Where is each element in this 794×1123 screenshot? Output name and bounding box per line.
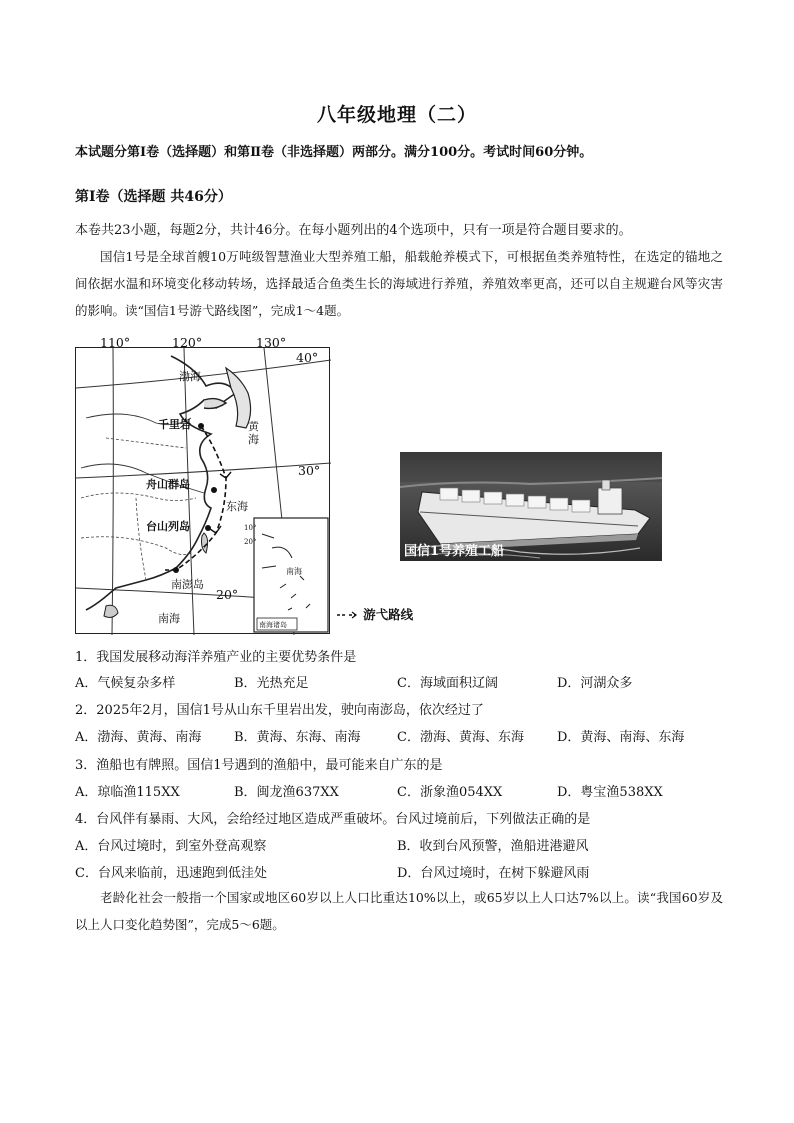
question-1-option-d[interactable]: D．河湖众多 [557, 676, 633, 691]
route-map [75, 335, 330, 634]
question-2-option-b[interactable]: B．黄海、东海、南海 [234, 730, 361, 745]
question-2-option-c[interactable]: C．渤海、黄海、东海 [397, 730, 524, 745]
place-label-zhoushan: 舟山群岛 [146, 478, 190, 491]
question-4-option-b[interactable]: B．收到台风预警，渔船进港避风 [397, 839, 589, 854]
place-label-nanpeng: 南澎岛 [171, 578, 204, 591]
inset-tick: 10° [244, 524, 257, 532]
place-label-bohai: 渤海 [179, 370, 201, 383]
question-2-option-a[interactable]: A．渤海、黄海、南海 [75, 730, 202, 745]
place-label-donghai: 东海 [226, 500, 248, 513]
ship-photo [400, 452, 662, 561]
inset-label-nanhai: 南海 [286, 567, 302, 576]
lon-label: 120° [172, 335, 203, 350]
place-label-nanhai: 南海 [158, 612, 180, 625]
question-3-option-a[interactable]: A．琼临渔115XX [75, 785, 180, 800]
photo-caption: 国信1号养殖工船 [404, 544, 505, 559]
question-2-stem: 2．2025年2月，国信1号从山东千里岩出发，驶向南澎岛，依次经过了 [75, 703, 484, 718]
question-3-stem: 3．渔船也有牌照。国信1号遇到的渔船中，最可能来自广东的是 [75, 758, 443, 773]
section-heading: 第Ⅰ卷（选择题 共46分） [75, 189, 232, 205]
question-4-option-c[interactable]: C．台风来临前，迅速跑到低洼处 [75, 866, 267, 881]
question-4-option-d[interactable]: D．台风过境时，在树下躲避风雨 [397, 866, 590, 881]
lon-label: 110° [100, 335, 131, 350]
question-3-option-c[interactable]: C．浙象渔054XX [397, 785, 503, 800]
legend-label: 游弋路线 [363, 607, 414, 622]
exam-instructions: 本试题分第Ⅰ卷（选择题）和第Ⅱ卷（非选择题）两部分。满分100分。考试时间60分钟。 [75, 145, 593, 160]
question-3-option-b[interactable]: B．闽龙渔637XX [234, 785, 339, 800]
question-1-option-a[interactable]: A．气候复杂多样 [75, 676, 176, 691]
page-title: 八年级地理（二） [316, 104, 477, 126]
place-label-qianliyan: 千里岩 [158, 418, 191, 431]
lat-label: 40° [296, 350, 319, 365]
question-3-option-d[interactable]: D．粤宝渔538XX [557, 785, 663, 800]
map-legend [336, 604, 413, 623]
route-legend-icon [336, 609, 358, 621]
lat-label: 30° [298, 463, 321, 478]
place-label-huanghai: 黄海 [248, 420, 259, 446]
question-1-stem: 1．我国发展移动海洋养殖产业的主要优势条件是 [75, 650, 357, 665]
question-1-option-b[interactable]: B．光热充足 [234, 676, 309, 691]
lat-label: 20° [216, 587, 239, 602]
question-1-option-c[interactable]: C．海域面积辽阔 [397, 676, 498, 691]
section-intro: 本卷共23小题，每题2分，共计46分。在每小题列出的4个选项中，只有一项是符合题目要求的。 [75, 223, 632, 238]
question-4-stem: 4．台风伴有暴雨、大风，会给经过地区造成严重破坏。台风过境前后，下列做法正确的是 [75, 812, 591, 827]
reading-passage-1: 国信1号是全球首艘10万吨级智慧渔业大型养殖工船，船载舱养模式下，可根据鱼类养殖特性，在选定的锚地之间依据水温和环境变化移动转场，选择最适合鱼类生长的海域进行养殖，养殖效率更高，还可以自主规避台风等灾害的影响。读“国信1号游弋路线图”，完成1～4题。 [75, 249, 723, 318]
lon-label: 130° [256, 335, 287, 350]
inset-tick: 20° [244, 538, 257, 546]
place-label-taishan: 台山列岛 [146, 520, 190, 533]
inset-label-islands: 南海诸岛 [259, 621, 287, 629]
reading-passage-2: 老龄化社会一般指一个国家或地区60岁以上人口比重达10%以上，或65岁以上人口达7%以上。读“我国60岁及以上人口变化趋势图”，完成5～6题。 [75, 890, 723, 932]
question-4-option-a[interactable]: A．台风过境时，到室外登高观察 [75, 839, 267, 854]
question-2-option-d[interactable]: D．黄海、南海、东海 [557, 730, 685, 745]
